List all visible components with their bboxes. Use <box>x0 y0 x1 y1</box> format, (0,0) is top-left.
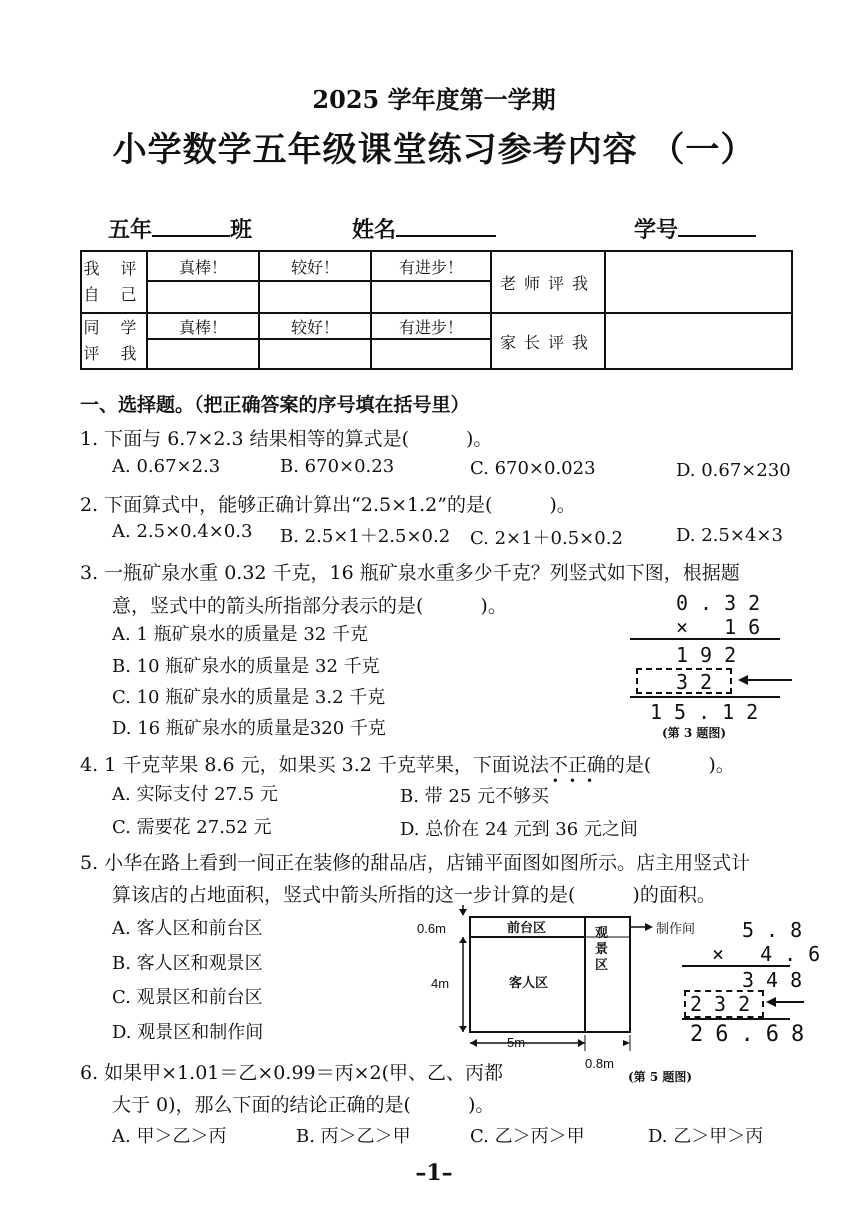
q3-option-b: B. 10 瓶矿泉水的质量是 32 千克 <box>112 656 380 677</box>
self-rating-progress: 有进步！ <box>371 251 491 281</box>
q5-product: 26.68 <box>690 1022 817 1047</box>
question-6-stem-line-1: 6. 如果甲×1.01＝乙×0.99＝丙×2(甲、乙、丙都 <box>80 1062 504 1084</box>
q3-option-a: A. 1 瓶矿泉水的质量是 32 千克 <box>112 624 368 645</box>
q5-multiplicand: 5.8 <box>742 918 815 942</box>
q4-option-d: D. 总价在 24 元到 36 元之间 <box>400 819 638 840</box>
class-blank[interactable] <box>152 215 230 237</box>
q3-rule-2 <box>630 696 780 698</box>
q3-multiplier: × 16 <box>676 615 773 639</box>
q4-option-b: B. 带 25 元不够买 <box>400 786 550 807</box>
kitchen-label: 制作间 <box>656 921 696 936</box>
teacher-eval-box[interactable] <box>605 251 792 313</box>
question-5-stem-line-1: 5. 小华在路上看到一间正在装修的甜品店，店铺平面图如图所示。店主用竖式计 <box>80 852 751 874</box>
evaluation-table <box>80 250 793 370</box>
q5-option-d: D. 观景区和制作间 <box>112 1022 264 1043</box>
year-term: 2025 学年度第一学期 <box>312 85 556 114</box>
q2-option-a: A. 2.5×0.4×0.3 <box>112 521 253 542</box>
dim-06-label: 0.6m <box>417 921 446 936</box>
q1-option-b: B. 670×0.23 <box>280 456 395 477</box>
class-label: 班 <box>230 217 253 243</box>
name-label: 姓名 <box>352 217 397 243</box>
self-check-good[interactable] <box>259 281 371 313</box>
q5-rule-2 <box>682 1018 790 1020</box>
q2-option-d: D. 2.5×4×3 <box>676 525 783 546</box>
question-2-stem: 2. 下面算式中，能够正确计算出“2.5×1.2”的是( )。 <box>80 494 576 516</box>
question-1-stem: 1. 下面与 6.7×2.3 结果相等的算式是( )。 <box>80 428 493 450</box>
q4-option-c: C. 需要花 27.52 元 <box>112 817 272 838</box>
q3-caption: (第 3 题图) <box>662 726 727 740</box>
front-desk-label: 前台区 <box>507 920 547 935</box>
q2-option-c: C. 2×1＋0.5×0.2 <box>470 528 623 549</box>
id-blank[interactable] <box>678 215 756 237</box>
q1-option-c: C. 670×0.023 <box>470 458 596 479</box>
grade-class-field <box>108 213 252 244</box>
peer-check-progress[interactable] <box>371 339 491 369</box>
q3-option-d: D. 16 瓶矿泉水的质量是320 千克 <box>112 718 386 739</box>
q3-product: 15.12 <box>650 700 771 724</box>
q5-partial-1: 348 <box>742 968 815 992</box>
q5-floor-plan <box>415 895 655 1080</box>
q1-option-d: D. 0.67×230 <box>676 460 791 481</box>
self-rating-great: 真棒！ <box>147 251 259 281</box>
parent-eval-label: 家长评我 <box>491 313 605 369</box>
q6-option-d: D. 乙＞甲＞丙 <box>648 1126 764 1147</box>
self-check-great[interactable] <box>147 281 259 313</box>
self-rating-good: 较好！ <box>259 251 371 281</box>
q1-option-a: A. 0.67×2.3 <box>112 456 221 477</box>
question-3-stem-line-2: 意，竖式中的箭头所指部分表示的是( )。 <box>112 595 507 617</box>
q5-multiplier: × 4.6 <box>712 942 833 966</box>
name-field <box>352 213 496 244</box>
q5-caption: (第 5 题图) <box>628 1070 693 1084</box>
dim-4m-label: 4m <box>431 976 450 991</box>
q2-option-b: B. 2.5×1＋2.5×0.2 <box>280 526 451 547</box>
student-id-field <box>634 213 756 244</box>
peer-eval-label: 同 学 评 我 <box>81 313 147 369</box>
q3-rule-1 <box>630 638 780 640</box>
q5-option-a: A. 客人区和前台区 <box>112 918 263 939</box>
q4-option-a: A. 实际支付 27.5 元 <box>112 784 278 805</box>
grade-label: 五年 <box>108 217 153 243</box>
parent-eval-box[interactable] <box>605 313 792 369</box>
name-blank[interactable] <box>396 215 496 237</box>
q3-partial-1: 192 <box>676 643 749 667</box>
peer-rating-good: 较好！ <box>259 313 371 339</box>
peer-rating-progress: 有进步！ <box>371 313 491 339</box>
q5-option-b: B. 客人区和观景区 <box>112 953 263 974</box>
question-4-stem: 4. 1 千克苹果 8.6 元，如果买 3.2 千克苹果，下面说法不正确 ••• 的是( )。 <box>80 754 735 788</box>
peer-check-great[interactable] <box>147 339 259 369</box>
peer-rating-great: 真棒！ <box>147 313 259 339</box>
q3-multiplicand: 0.32 <box>676 591 773 615</box>
id-label: 学号 <box>634 217 679 243</box>
q6-option-a: A. 甲＞乙＞丙 <box>112 1126 227 1147</box>
q3-option-c: C. 10 瓶矿泉水的质量是 3.2 千克 <box>112 687 386 708</box>
q6-option-b: B. 丙＞乙＞甲 <box>296 1126 411 1147</box>
page-title: 小学数学五年级课堂练习参考内容 （一） <box>112 130 756 170</box>
q6-option-c: C. 乙＞丙＞甲 <box>470 1126 585 1147</box>
guest-area-label: 客人区 <box>509 975 549 990</box>
q5-partial-2: 232 <box>690 992 763 1016</box>
q3-arrow-icon <box>738 672 794 688</box>
self-check-progress[interactable] <box>371 281 491 313</box>
section-title: 一、选择题。（把正确答案的序号填在括号里） <box>80 394 470 416</box>
peer-check-good[interactable] <box>259 339 371 369</box>
q5-option-c: C. 观景区和前台区 <box>112 987 263 1008</box>
view-area-label: 观景区 <box>595 925 609 972</box>
teacher-eval-label: 老师评我 <box>491 251 605 313</box>
dim-08-label: 0.8m <box>585 1056 614 1071</box>
page-number: –1– <box>415 1160 453 1186</box>
q5-arrow-icon <box>766 994 806 1010</box>
dim-5m-label: 5m <box>507 1035 526 1050</box>
question-5-stem-line-2: 算该店的占地面积，竖式中箭头所指的这一步计算的是( )的面积。 <box>112 884 716 906</box>
self-eval-label: 我 评 自 己 <box>81 251 147 313</box>
question-3-stem-line-1: 3. 一瓶矿泉水重 0.32 千克，16 瓶矿泉水重多少千克？列竖式如下图，根据题 <box>80 562 740 584</box>
question-6-stem-line-2: 大于 0)，那么下面的结论正确的是( )。 <box>112 1094 495 1116</box>
q5-rule-1 <box>682 965 790 967</box>
q3-partial-2: 32 <box>676 670 725 694</box>
q4-emphasis: 不正确 ••• <box>548 754 606 788</box>
